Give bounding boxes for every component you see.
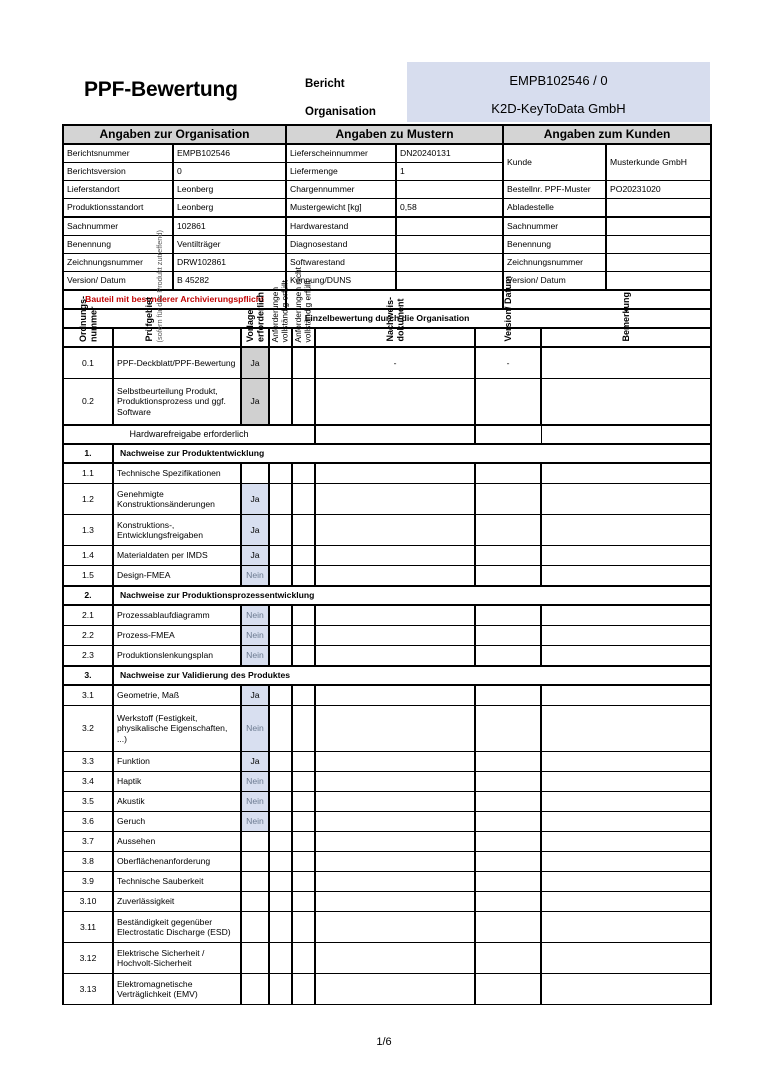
row-version-datum[interactable] <box>475 943 541 974</box>
row-nachweisdokument[interactable] <box>315 812 475 832</box>
row-vorlage-erforderlich[interactable]: Nein <box>241 566 269 587</box>
row-version-datum[interactable] <box>475 792 541 812</box>
row-bemerkung[interactable] <box>541 974 711 1005</box>
info-label: Sachnummer <box>63 217 173 236</box>
row-number: 0.2 <box>63 379 113 426</box>
row-pruefgebiet: Werkstoff (Festigkeit, physikalische Eigenschaften, ...) <box>113 706 241 752</box>
row-pruefgebiet: Materialdaten per IMDS <box>113 546 241 566</box>
row-pruefgebiet: Oberflächenanforderung <box>113 852 241 872</box>
row-nachweisdokument[interactable] <box>315 685 475 706</box>
row-anforderungen-nicht-erfuellt[interactable] <box>292 852 315 872</box>
row-nachweisdokument[interactable] <box>315 943 475 974</box>
row-version-datum[interactable] <box>475 546 541 566</box>
row-anforderungen-nicht-erfuellt[interactable] <box>292 685 315 706</box>
row-anforderungen-erfuellt[interactable] <box>269 892 292 912</box>
row-nachweisdokument[interactable] <box>315 832 475 852</box>
row-vorlage-erforderlich[interactable] <box>241 463 269 484</box>
row-bemerkung[interactable] <box>541 546 711 566</box>
hardware-release-value[interactable] <box>315 425 475 444</box>
info-label: Produktionsstandort <box>63 199 173 218</box>
section-number: 3. <box>63 666 113 685</box>
row-pruefgebiet: Design-FMEA <box>113 566 241 587</box>
info-label: Sachnummer <box>503 217 606 236</box>
info-label: Chargennummer <box>286 181 396 199</box>
col-header-nachweisdokument: Nachweis- dokument <box>315 328 475 347</box>
row-number: 3.8 <box>63 852 113 872</box>
info-label: Liefermenge <box>286 163 396 181</box>
row-bemerkung[interactable] <box>541 515 711 546</box>
section-title: Nachweise zur Produktionsprozessentwicklung <box>113 586 711 605</box>
row-vorlage-erforderlich[interactable]: Nein <box>241 646 269 667</box>
row-bemerkung[interactable] <box>541 943 711 974</box>
row-nachweisdokument[interactable] <box>315 852 475 872</box>
row-nachweisdokument[interactable] <box>315 626 475 646</box>
info-label: Version/ Datum <box>63 272 173 291</box>
info-value[interactable]: 1 <box>396 163 503 181</box>
info-label: Hardwarestand <box>286 217 396 236</box>
row-anforderungen-erfuellt[interactable] <box>269 646 292 667</box>
row-anforderungen-nicht-erfuellt[interactable] <box>292 566 315 587</box>
row-pruefgebiet: Genehmigte Konstruktionsänderungen <box>113 484 241 515</box>
info-value[interactable]: Leonberg <box>173 199 286 218</box>
label-organisation: Organisation <box>305 106 376 118</box>
row-vorlage-erforderlich[interactable] <box>241 832 269 852</box>
info-label: Berichtsversion <box>63 163 173 181</box>
row-nachweisdokument[interactable] <box>315 872 475 892</box>
info-label: Version/ Datum <box>503 272 606 291</box>
col-header-anforderungen-erfuellt: Anforderungen vollständig erfüllt <box>269 328 292 347</box>
row-version-datum[interactable] <box>475 626 541 646</box>
row-anforderungen-nicht-erfuellt[interactable] <box>292 792 315 812</box>
row-anforderungen-nicht-erfuellt[interactable] <box>292 515 315 546</box>
row-number: 1.5 <box>63 566 113 587</box>
hardware-release-label: Hardwarefreigabe erforderlich <box>63 425 315 444</box>
row-pruefgebiet: Aussehen <box>113 832 241 852</box>
row-version-datum[interactable] <box>475 852 541 872</box>
row-version-datum[interactable] <box>475 832 541 852</box>
row-anforderungen-nicht-erfuellt[interactable] <box>292 463 315 484</box>
row-anforderungen-nicht-erfuellt[interactable] <box>292 752 315 772</box>
row-vorlage-erforderlich[interactable]: Ja <box>241 685 269 706</box>
row-vorlage-erforderlich[interactable] <box>241 943 269 974</box>
evaluation-banner: Einzelbewertung durch die Organisation <box>63 309 711 328</box>
row-pruefgebiet: Technische Sauberkeit <box>113 872 241 892</box>
row-bemerkung[interactable] <box>541 852 711 872</box>
info-value[interactable] <box>606 199 711 218</box>
row-pruefgebiet: Haptik <box>113 772 241 792</box>
row-bemerkung[interactable] <box>541 463 711 484</box>
row-nachweisdokument[interactable] <box>315 974 475 1005</box>
row-pruefgebiet: Geruch <box>113 812 241 832</box>
info-label: Zeichnungsnummer <box>63 254 173 272</box>
row-anforderungen-nicht-erfuellt[interactable] <box>292 626 315 646</box>
row-number: 3.5 <box>63 792 113 812</box>
section-number: 1. <box>63 444 113 463</box>
row-nachweisdokument[interactable] <box>315 546 475 566</box>
col-header-version-datum: Version/ Datum <box>475 328 541 347</box>
row-number: 2.2 <box>63 626 113 646</box>
info-value[interactable]: 102861 <box>173 217 286 236</box>
row-number: 1.1 <box>63 463 113 484</box>
row-pruefgebiet: Prozess-FMEA <box>113 626 241 646</box>
row-pruefgebiet: Selbstbeurteilung Produkt, Produktionsprozess und ggf. Software <box>113 379 241 426</box>
info-value[interactable]: 0,58 <box>396 199 503 218</box>
row-anforderungen-nicht-erfuellt[interactable] <box>292 347 315 379</box>
row-nachweisdokument[interactable] <box>315 706 475 752</box>
row-anforderungen-erfuellt[interactable] <box>269 752 292 772</box>
row-pruefgebiet: PPF-Deckblatt/PPF-Bewertung <box>113 347 241 379</box>
row-anforderungen-erfuellt[interactable] <box>269 872 292 892</box>
row-anforderungen-nicht-erfuellt[interactable] <box>292 605 315 626</box>
row-version-datum[interactable] <box>475 566 541 587</box>
row-number: 3.10 <box>63 892 113 912</box>
row-vorlage-erforderlich[interactable] <box>241 852 269 872</box>
info-label: Zeichnungsnummer <box>503 254 606 272</box>
page-title: PPF-Bewertung <box>84 78 238 101</box>
info-label: Abladestelle <box>503 199 606 218</box>
row-vorlage-erforderlich[interactable]: Nein <box>241 706 269 752</box>
info-value[interactable]: Musterkunde GmbH <box>606 144 711 181</box>
row-anforderungen-erfuellt[interactable] <box>269 347 292 379</box>
row-anforderungen-nicht-erfuellt[interactable] <box>292 484 315 515</box>
row-version-datum[interactable] <box>475 685 541 706</box>
row-nachweisdokument[interactable] <box>315 463 475 484</box>
organisation-name: K2D-KeyToData GmbH <box>491 101 626 116</box>
row-number: 1.3 <box>63 515 113 546</box>
label-bericht: Bericht <box>305 78 345 90</box>
row-pruefgebiet: Akustik <box>113 792 241 812</box>
row-anforderungen-nicht-erfuellt[interactable] <box>292 646 315 667</box>
row-pruefgebiet: Beständigkeit gegenüber Electrostatic Discharge (ESD) <box>113 912 241 943</box>
info-label: Kennung/DUNS <box>286 272 396 291</box>
col-header-vorlage-erforderlich: Vorlage erforderlich <box>241 328 269 347</box>
row-bemerkung[interactable] <box>541 379 711 426</box>
col-header-pruefgebiet: Prüfgebiet (sofern für das Produkt zutreffend) <box>113 328 241 347</box>
row-vorlage-erforderlich[interactable]: Ja <box>241 484 269 515</box>
row-anforderungen-nicht-erfuellt[interactable] <box>292 832 315 852</box>
row-number: 1.2 <box>63 484 113 515</box>
row-vorlage-erforderlich[interactable] <box>241 892 269 912</box>
row-nachweisdokument[interactable] <box>315 892 475 912</box>
row-vorlage-erforderlich[interactable]: Ja <box>241 546 269 566</box>
row-anforderungen-nicht-erfuellt[interactable] <box>292 974 315 1005</box>
row-nachweisdokument[interactable] <box>315 566 475 587</box>
hardware-release-blank-1 <box>475 425 541 444</box>
hardware-release-blank-2 <box>541 425 711 444</box>
row-number: 2.3 <box>63 646 113 667</box>
info-label: Lieferstandort <box>63 181 173 199</box>
row-anforderungen-erfuellt[interactable] <box>269 812 292 832</box>
row-pruefgebiet: Zuverlässigkeit <box>113 892 241 912</box>
info-section-kunde: Angaben zum Kunden <box>503 125 711 144</box>
info-section-muster: Angaben zu Mustern <box>286 125 503 144</box>
row-bemerkung[interactable] <box>541 912 711 943</box>
row-anforderungen-erfuellt[interactable] <box>269 605 292 626</box>
info-section-organisation: Angaben zur Organisation <box>63 125 286 144</box>
row-nachweisdokument[interactable] <box>315 912 475 943</box>
row-anforderungen-nicht-erfuellt[interactable] <box>292 912 315 943</box>
row-anforderungen-erfuellt[interactable] <box>269 546 292 566</box>
row-anforderungen-erfuellt[interactable] <box>269 792 292 812</box>
row-vorlage-erforderlich[interactable]: Ja <box>241 752 269 772</box>
row-pruefgebiet: Elektrische Sicherheit / Hochvolt-Sicherheit <box>113 943 241 974</box>
row-version-datum[interactable] <box>475 974 541 1005</box>
section-title: Nachweise zur Produktentwicklung <box>113 444 711 463</box>
row-version-datum[interactable] <box>475 515 541 546</box>
row-vorlage-erforderlich[interactable]: Nein <box>241 626 269 646</box>
row-bemerkung[interactable] <box>541 605 711 626</box>
info-label: Benennung <box>503 236 606 254</box>
row-nachweisdokument[interactable] <box>315 515 475 546</box>
row-vorlage-erforderlich[interactable] <box>241 974 269 1005</box>
row-anforderungen-erfuellt[interactable] <box>269 943 292 974</box>
row-version-datum[interactable] <box>475 605 541 626</box>
info-label: Diagnosestand <box>286 236 396 254</box>
row-version-datum[interactable] <box>475 379 541 426</box>
row-anforderungen-nicht-erfuellt[interactable] <box>292 872 315 892</box>
row-version-datum[interactable] <box>475 463 541 484</box>
info-label: Lieferscheinnummer <box>286 144 396 163</box>
row-number: 3.1 <box>63 685 113 706</box>
row-version-datum[interactable] <box>475 872 541 892</box>
row-anforderungen-erfuellt[interactable] <box>269 832 292 852</box>
row-pruefgebiet: Funktion <box>113 752 241 772</box>
row-bemerkung[interactable] <box>541 347 711 379</box>
col-header-anforderungen-nicht-erfuellt: Anforderungen nicht vollständig erfüllt <box>292 328 315 347</box>
info-value[interactable]: PO20231020 <box>606 181 711 199</box>
row-version-datum[interactable] <box>475 752 541 772</box>
row-pruefgebiet: Geometrie, Maß <box>113 685 241 706</box>
row-anforderungen-erfuellt[interactable] <box>269 852 292 872</box>
row-version-datum[interactable] <box>475 646 541 667</box>
row-pruefgebiet: Prozessablaufdiagramm <box>113 605 241 626</box>
row-bemerkung[interactable] <box>541 872 711 892</box>
row-number: 3.3 <box>63 752 113 772</box>
row-anforderungen-erfuellt[interactable] <box>269 566 292 587</box>
row-anforderungen-erfuellt[interactable] <box>269 912 292 943</box>
row-version-datum[interactable] <box>475 912 541 943</box>
row-bemerkung[interactable] <box>541 484 711 515</box>
row-bemerkung[interactable] <box>541 752 711 772</box>
row-vorlage-erforderlich[interactable]: Nein <box>241 792 269 812</box>
row-anforderungen-erfuellt[interactable] <box>269 463 292 484</box>
row-pruefgebiet: Produktionslenkungsplan <box>113 646 241 667</box>
info-value[interactable]: EMPB102546 <box>173 144 286 163</box>
row-anforderungen-nicht-erfuellt[interactable] <box>292 812 315 832</box>
row-vorlage-erforderlich[interactable]: Nein <box>241 812 269 832</box>
row-bemerkung[interactable] <box>541 706 711 752</box>
info-value[interactable] <box>396 181 503 199</box>
row-version-datum[interactable] <box>475 812 541 832</box>
row-vorlage-erforderlich[interactable]: Ja <box>241 379 269 426</box>
row-number: 3.6 <box>63 812 113 832</box>
info-value[interactable]: 0 <box>173 163 286 181</box>
row-pruefgebiet: Konstruktions-, Entwicklungsfreigaben <box>113 515 241 546</box>
info-value[interactable] <box>606 217 711 236</box>
row-anforderungen-erfuellt[interactable] <box>269 772 292 792</box>
row-nachweisdokument[interactable] <box>315 646 475 667</box>
row-bemerkung[interactable] <box>541 772 711 792</box>
row-vorlage-erforderlich[interactable] <box>241 872 269 892</box>
section-number: 2. <box>63 586 113 605</box>
row-anforderungen-erfuellt[interactable] <box>269 706 292 752</box>
row-anforderungen-nicht-erfuellt[interactable] <box>292 706 315 752</box>
document-header <box>62 62 710 124</box>
section-title: Nachweise zur Validierung des Produktes <box>113 666 711 685</box>
info-value[interactable] <box>396 217 503 236</box>
row-bemerkung[interactable] <box>541 626 711 646</box>
row-bemerkung[interactable] <box>541 685 711 706</box>
row-anforderungen-erfuellt[interactable] <box>269 379 292 426</box>
row-number: 3.11 <box>63 912 113 943</box>
row-nachweisdokument[interactable] <box>315 484 475 515</box>
row-nachweisdokument[interactable] <box>315 792 475 812</box>
row-vorlage-erforderlich[interactable]: Ja <box>241 515 269 546</box>
row-number: 0.1 <box>63 347 113 379</box>
row-anforderungen-nicht-erfuellt[interactable] <box>292 772 315 792</box>
row-anforderungen-nicht-erfuellt[interactable] <box>292 546 315 566</box>
row-nachweisdokument[interactable] <box>315 772 475 792</box>
row-anforderungen-nicht-erfuellt[interactable] <box>292 379 315 426</box>
row-version-datum[interactable] <box>475 484 541 515</box>
info-value[interactable]: Leonberg <box>173 181 286 199</box>
row-vorlage-erforderlich[interactable] <box>241 912 269 943</box>
archiving-note: Bauteil mit besonderer Archivierungspflicht <box>63 290 286 309</box>
info-label: Softwarestand <box>286 254 396 272</box>
row-number: 3.13 <box>63 974 113 1005</box>
row-anforderungen-nicht-erfuellt[interactable] <box>292 892 315 912</box>
row-number: 3.7 <box>63 832 113 852</box>
row-version-datum[interactable] <box>475 706 541 752</box>
page-number: 1/6 <box>376 1036 392 1048</box>
col-header-ordnungsnummer: Ordnungs- nummer <box>63 328 113 347</box>
row-number: 3.4 <box>63 772 113 792</box>
info-label: Kunde <box>503 144 606 181</box>
row-nachweisdokument[interactable] <box>315 605 475 626</box>
info-label: Mustergewicht [kg] <box>286 199 396 218</box>
info-label: Bestellnr. PPF-Muster <box>503 181 606 199</box>
row-pruefgebiet: Elektromagnetische Verträglichkeit (EMV) <box>113 974 241 1005</box>
info-value[interactable]: DRW102861 <box>173 254 286 272</box>
info-value[interactable]: B 45282 <box>173 272 286 291</box>
info-label: Berichtsnummer <box>63 144 173 163</box>
row-number: 2.1 <box>63 605 113 626</box>
row-number: 3.9 <box>63 872 113 892</box>
row-bemerkung[interactable] <box>541 566 711 587</box>
report-id: EMPB102546 / 0 <box>509 73 608 88</box>
row-bemerkung[interactable] <box>541 832 711 852</box>
report-identity-box <box>407 62 710 122</box>
row-anforderungen-erfuellt[interactable] <box>269 515 292 546</box>
row-vorlage-erforderlich[interactable]: Ja <box>241 347 269 379</box>
row-anforderungen-erfuellt[interactable] <box>269 626 292 646</box>
row-nachweisdokument[interactable] <box>315 752 475 772</box>
col-header-bemerkung: Bemerkung <box>541 328 711 347</box>
row-bemerkung[interactable] <box>541 892 711 912</box>
row-bemerkung[interactable] <box>541 792 711 812</box>
info-label: Benennung <box>63 236 173 254</box>
row-number: 1.4 <box>63 546 113 566</box>
row-anforderungen-nicht-erfuellt[interactable] <box>292 943 315 974</box>
row-number: 3.12 <box>63 943 113 974</box>
info-value[interactable]: DN20240131 <box>396 144 503 163</box>
row-version-datum[interactable] <box>475 892 541 912</box>
row-nachweisdokument[interactable]: - <box>315 347 475 379</box>
row-nachweisdokument[interactable] <box>315 379 475 426</box>
row-anforderungen-erfuellt[interactable] <box>269 974 292 1005</box>
info-value[interactable]: Ventilträger <box>173 236 286 254</box>
row-anforderungen-erfuellt[interactable] <box>269 484 292 515</box>
row-vorlage-erforderlich[interactable]: Nein <box>241 605 269 626</box>
row-anforderungen-erfuellt[interactable] <box>269 685 292 706</box>
row-version-datum[interactable] <box>475 772 541 792</box>
row-version-datum[interactable]: - <box>475 347 541 379</box>
row-vorlage-erforderlich[interactable]: Nein <box>241 772 269 792</box>
row-bemerkung[interactable] <box>541 646 711 667</box>
row-pruefgebiet: Technische Spezifikationen <box>113 463 241 484</box>
row-bemerkung[interactable] <box>541 812 711 832</box>
row-number: 3.2 <box>63 706 113 752</box>
